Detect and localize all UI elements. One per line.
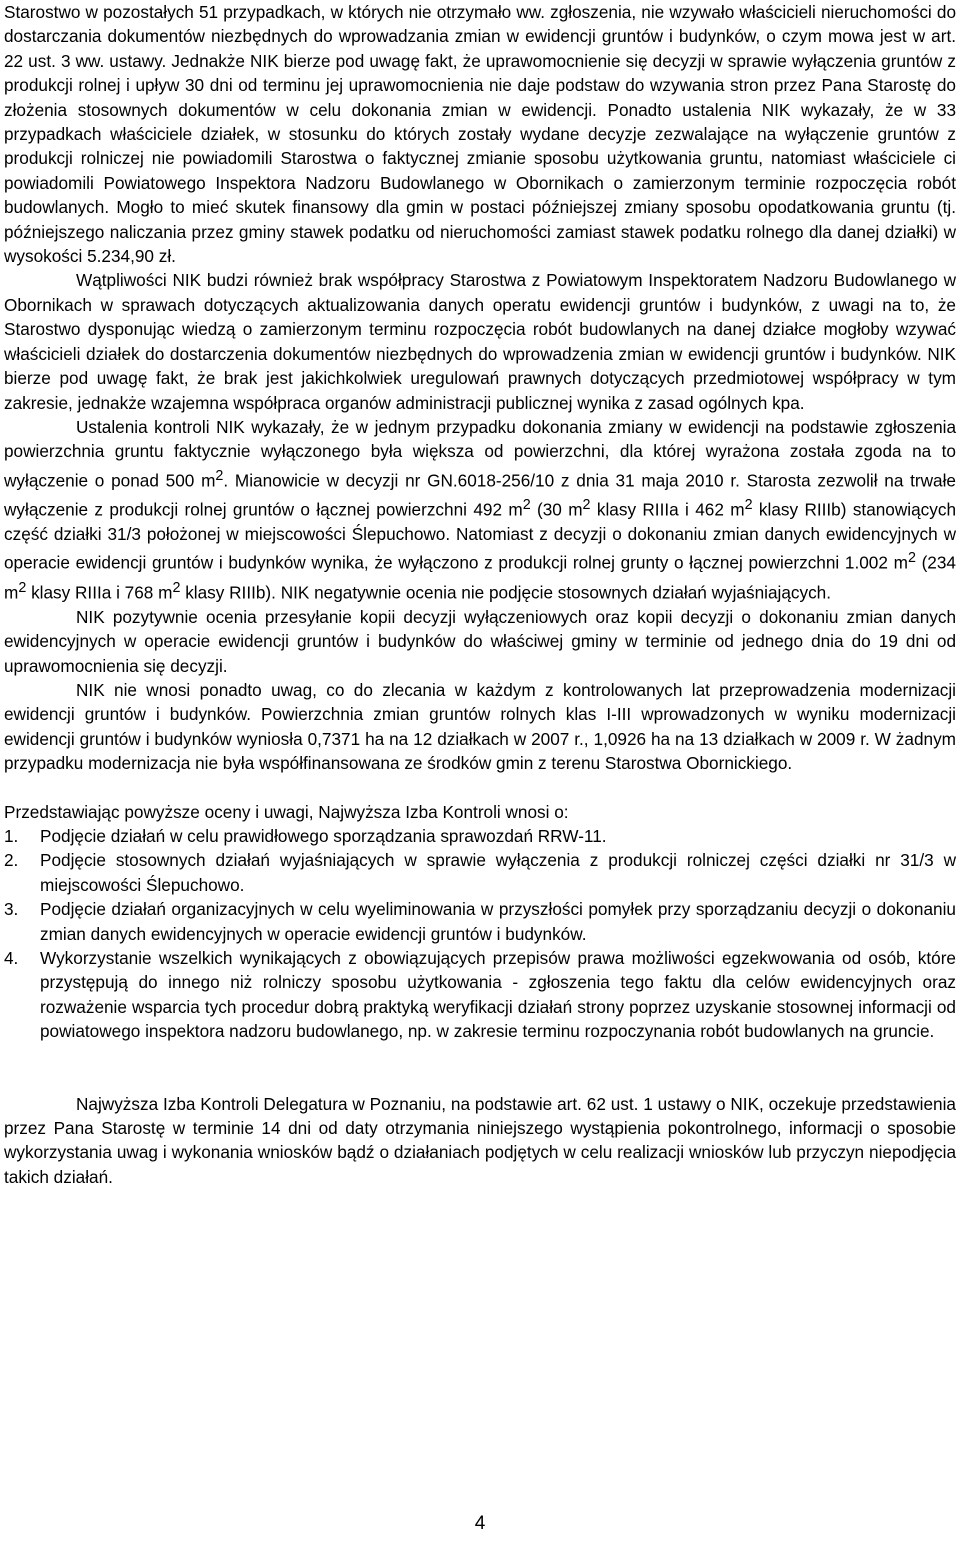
spacer <box>4 776 956 800</box>
superscript: 2 <box>907 550 916 567</box>
list-number: 1. <box>4 825 19 846</box>
superscript: 2 <box>172 579 181 596</box>
superscript: 2 <box>522 496 531 513</box>
spacer <box>4 1044 956 1092</box>
paragraph-cooperation-doubts: Wątpliwości NIK budzi również brak współpracy Starostwa z Powiatowym Inspektoratem Nadzoru Budowlanego w Obornikach w sprawach dotyczących aktualizowania danych operatu ewidencji gruntów i budynków, z uwagi na to, że Starostwo dysponując wiedzą o zamierzonym terminu rozpoczęcia robót budowlanych na danej działce mogłoby wzywać właścicieli działek do dostarczenia dokumentów niezbędnych do wprowadzenia zmian w ewidencji gruntów i budynków. NIK bierze pod uwagę fakt, że brak jest jakichkolwiek uregulowań prawnych dotyczących przedmiotowej współpracy w tym zakresie, jednakże wzajemna współpraca organów administracji publicznej wynika z zasad ogólnych kpa. <box>4 270 956 413</box>
paragraph-starostwo-findings: Starostwo w pozostałych 51 przypadkach, w których nie otrzymało ww. zgłoszenia, nie wzywało właścicieli nieruchomości do dostarczania dokumentów niezbędnych do wprowadzania zmian w ewidencji gruntów i budynków, o czym mowa jest w art. 22 ust. 3 ww. ustawy. Jednakże NIK bierze pod uwagę fakt, że uprawomocnienie się decyzji w sprawie wyłączenia gruntów z produkcji rolnej i upływ 30 dni od terminu jej uprawomocnienia nie daje podstaw do wzywania stron przez Pana Starostę do złożenia stosownych dokumentów w celu dokonania zmian w ewidencji. Ponadto ustalenia NIK wykazały, że w 33 przypadkach właściciele działek, w stosunku do których zostały wydane decyzje zezwalające na wyłączenie gruntów z produkcji rolniczej nie powiadomili Starostwa o faktycznej zmianie sposobu użytkowania gruntu, natomiast właściciele ci powiadomili Powiatowego Inspektora Nadzoru Budowlanego w Obornikach o zamierzonym terminie rozpoczęcia robót budowlanych. Mogło to mieć skutek finansowy dla gmin w postaci późniejszej zmiany sposobu opodatkowania gruntu (tj. późniejszego naliczania przez gminy stawek podatku od nieruchomości zamiast stawek podatku rolnego dla danej działki) w wysokości 5.234,90 zł. <box>4 2 956 267</box>
superscript: 2 <box>18 579 27 596</box>
list-item <box>4 824 956 848</box>
superscript: 2 <box>582 496 591 513</box>
paragraph-closing: Najwyższa Izba Kontroli Delegatura w Poznaniu, na podstawie art. 62 ust. 1 ustawy o NIK, oczekuje przedstawienia przez Pana Starostę w terminie 14 dni od daty otrzymania niniejszego wystąpienia pokontrolnego, informacji o sposobie wykorzystania uwag i wykonania wniosków bądź o działaniach podjętych w celu realizacji wniosków lub przyczyn niepodjęcia takich działań. <box>4 1093 956 1187</box>
paragraph-area-discrepancy <box>4 415 956 605</box>
list-item <box>4 897 956 946</box>
paragraph-modernization: NIK nie wnosi ponadto uwag, co do zlecania w każdym z kontrolowanych lat przeprowadzenia modernizacji ewidencji gruntów i budynków. Powierzchnia zmian gruntów rolnych klas I-III wprowadzonych w wyniku modernizacji ewidencji gruntów i budynków wyniosła 0,7371 ha na 12 działkach w 2007 r., 1,0926 ha na 13 działkach w 2009 r. W żadnym przypadku modernizacja nie była współfinansowana ze środków gmin z terenu Starostwa Obornickiego. <box>4 679 956 774</box>
text-run: klasy RIIIb) stanowiących część działki 31/3 położonej w miejscowości Ślepuchowo. Natomiast z decyzji o dokonaniu zmian danych ewidencyjnych w operacie ewidencji gruntów i budynków wynika, że wyłączono z produkcji rolnej grunty o łącznej powierzchni 1.002 m <box>4 499 956 574</box>
text-run: klasy RIIIa i 462 m <box>590 499 745 520</box>
list-item <box>4 848 956 897</box>
text-run: klasy RIIIb). NIK negatywnie ocenia nie podjęcie stosownych działań wyjaśniających. <box>180 582 832 603</box>
text-run: (30 m <box>530 499 583 520</box>
list-item-text: Podjęcie działań w celu prawidłowego sporządzania sprawozdań RRW-11. <box>40 825 607 846</box>
list-item-text: Podjęcie działań organizacyjnych w celu wyeliminowania w przyszłości pomyłek przy sporządzaniu decyzji o dokonaniu zmian danych ewidencyjnych w operacie ewidencji gruntów i budynków. <box>40 899 956 944</box>
recommendations-list <box>4 824 956 1044</box>
text-run: . Mianowicie w decyzji nr GN.6018-256/10 z dnia 31 maja 2010 r. Starosta zezwolił na trwałe wyłączenie z produkcji rolnej gruntów o łącznej powierzchni 492 m <box>4 470 956 520</box>
list-item-text: Podjęcie stosownych działań wyjaśniających w sprawie wyłączenia z produkcji rolniczej części działki nr 31/3 w miejscowości Ślepuchowo. <box>40 850 956 895</box>
list-item <box>4 946 956 1044</box>
text-run: klasy RIIIa i 768 m <box>26 582 173 603</box>
paragraph-positive-assessment: NIK pozytywnie ocenia przesyłanie kopii decyzji wyłączeniowych oraz kopii decyzji o dokonaniu zmian danych ewidencyjnych w operacie ewidencji gruntów i budynków do właściwej gminy w terminie od jednego dnia do 19 dni od uprawomocnienia się decyzji. <box>4 606 956 676</box>
page-number: 4 <box>474 1513 486 1534</box>
superscript: 2 <box>744 496 753 513</box>
document-page <box>4 0 956 1189</box>
list-number: 2. <box>4 850 19 871</box>
recommendations-intro: Przedstawiając powyższe oceny i uwagi, Najwyższa Izba Kontroli wnosi o: <box>4 801 569 822</box>
text-run: (234 m <box>4 553 956 603</box>
list-number: 3. <box>4 899 19 920</box>
list-number: 4. <box>4 947 19 968</box>
list-item-text: Wykorzystanie wszelkich wynikających z obowiązujących przepisów prawa możliwości egzekwowania od osób, które przystępują do innego niż rolniczy sposobu użytkowania - zgłoszenia tego faktu dla celów ewidencyjnych oraz rozważenie wsparcia tych procedur dobrą praktyką weryfikacji działań strony poprzez uzyskanie stosownej informacji od powiatowego inspektora nadzoru budowlanego, np. w zakresie terminu rozpoczynania robót budowlanych na gruncie. <box>40 947 956 1042</box>
superscript: 2 <box>215 467 224 484</box>
text-run: Ustalenia kontroli NIK wykazały, że w jednym przypadku dokonania zmiany w ewidencji na podstawie zgłoszenia powierzchnia gruntu faktycznie wyłączonego była większa od powierzchni, dla której wyrażona została zgoda na to wyłączenie o ponad 500 m <box>4 416 956 491</box>
